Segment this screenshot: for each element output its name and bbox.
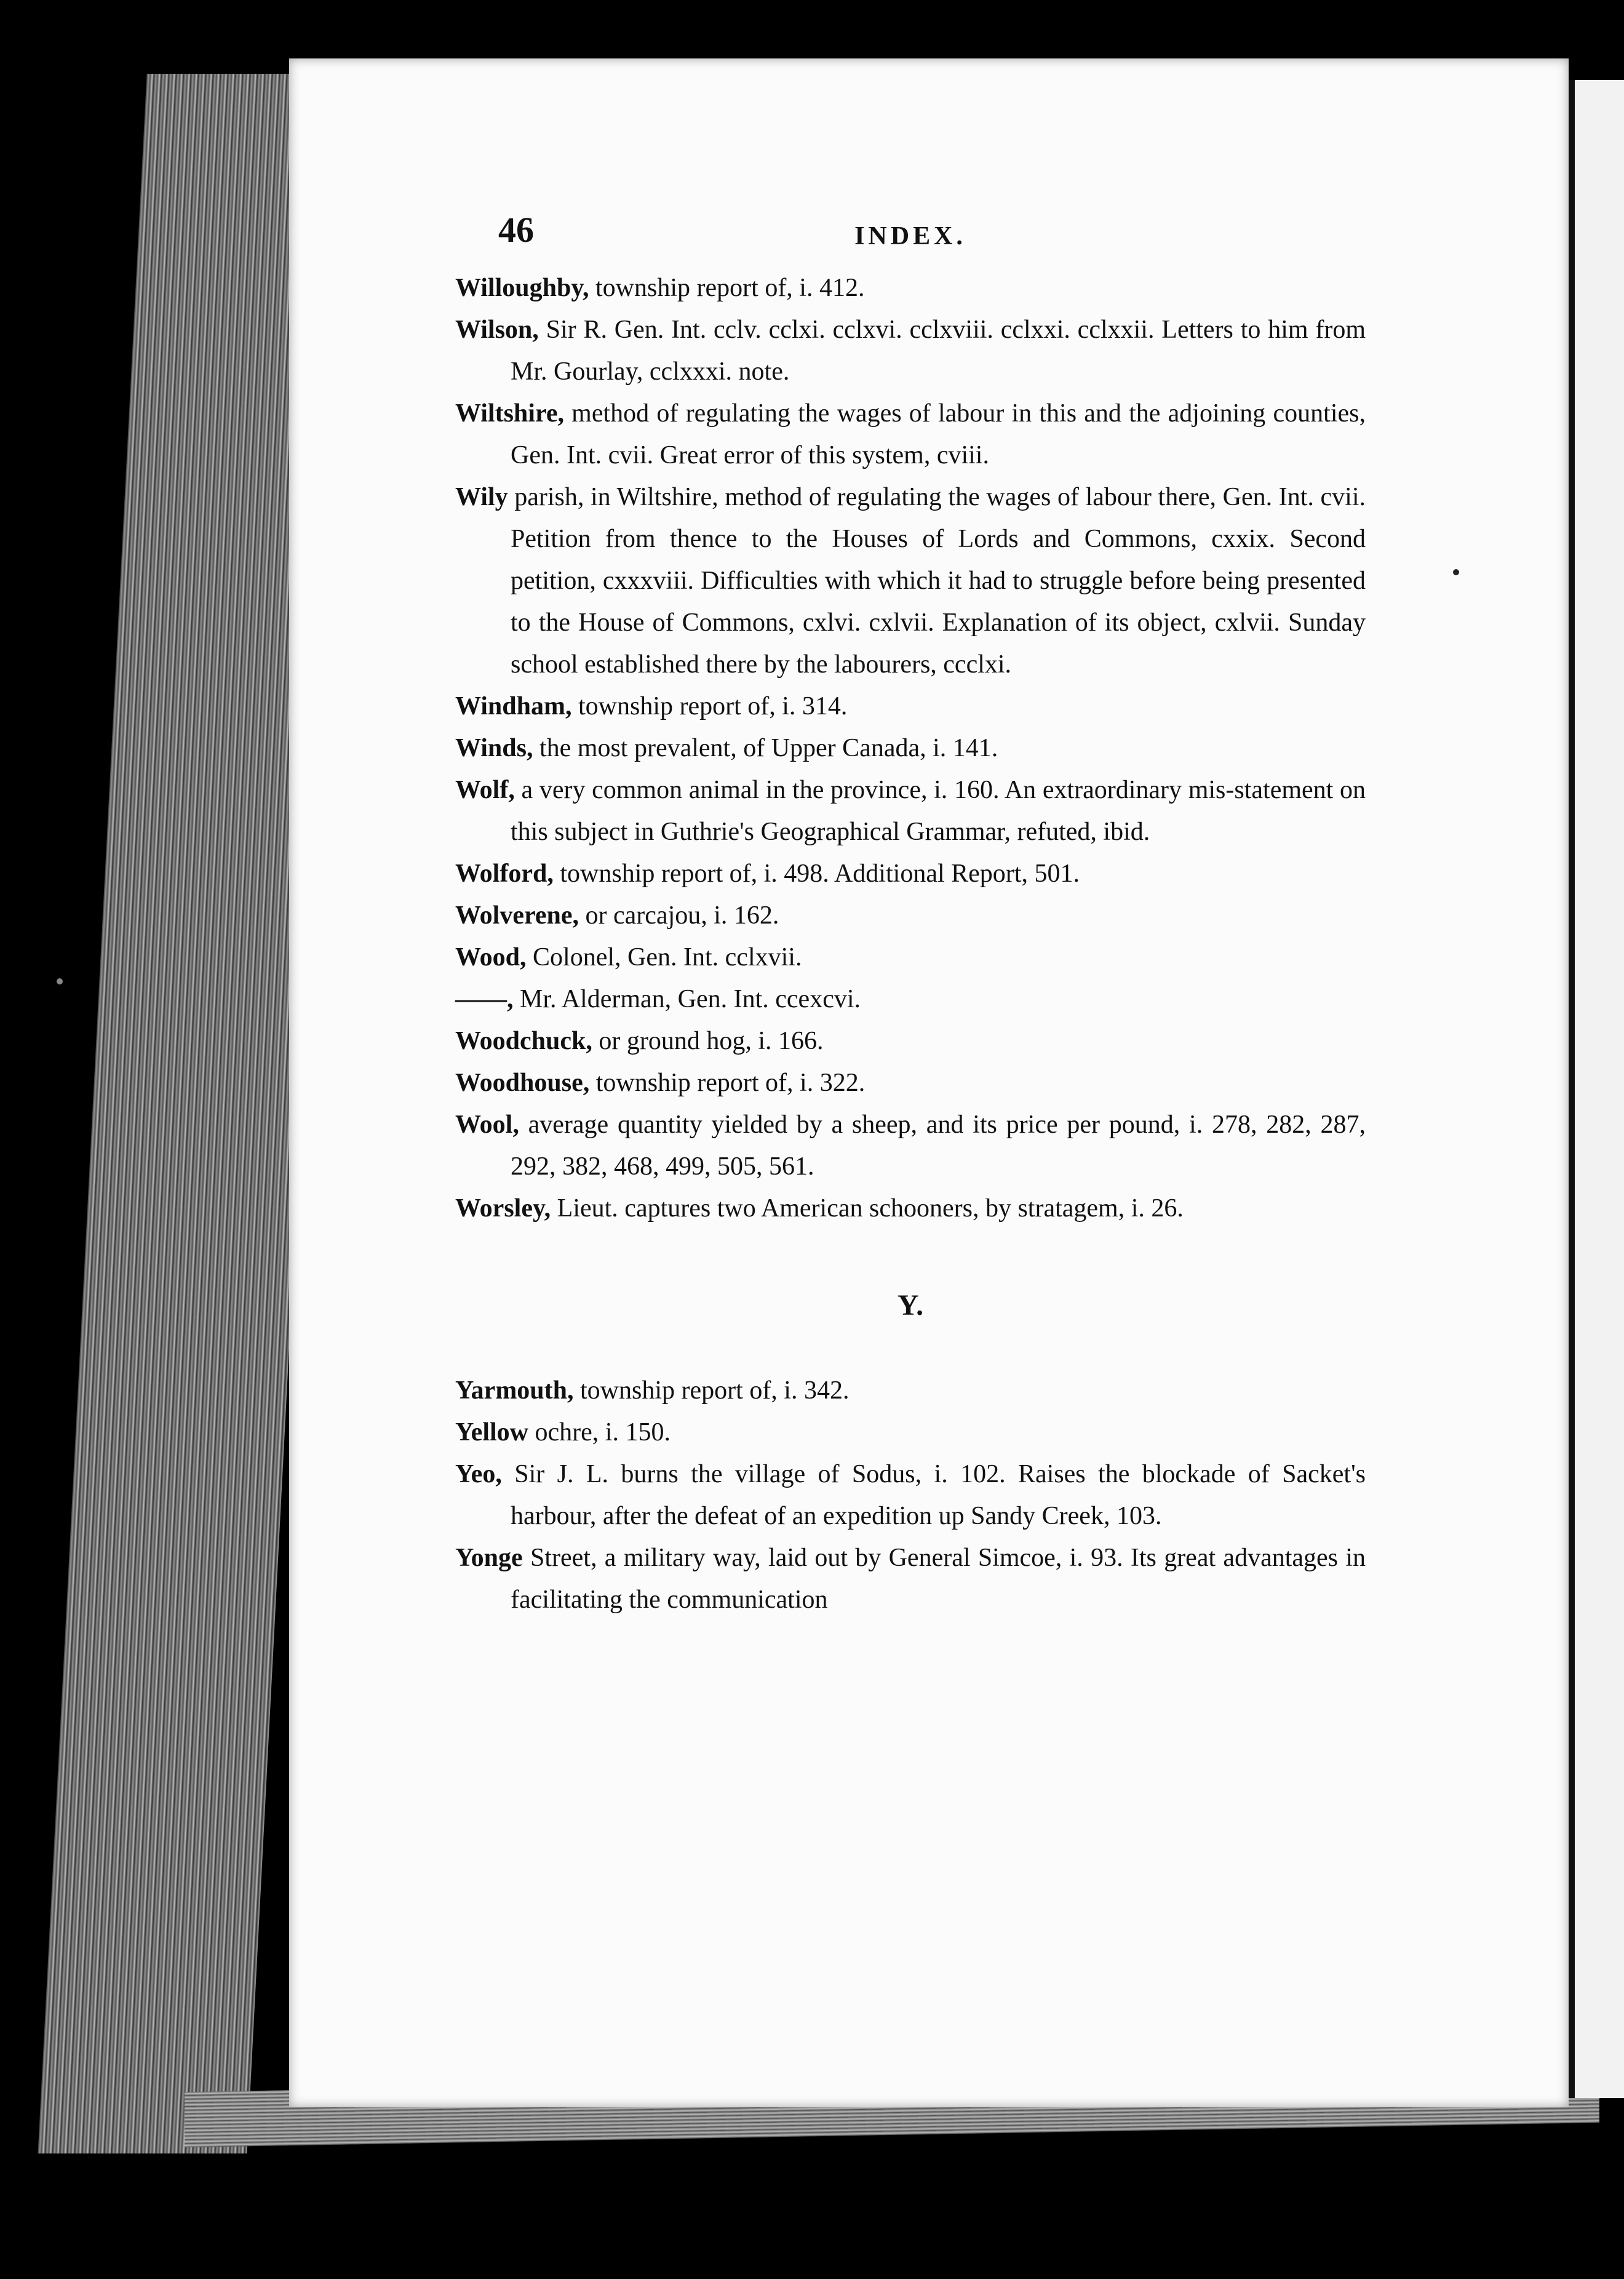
index-entries-y	[455, 1370, 1366, 1621]
index-entry-text: township report of, i. 342.	[573, 1376, 850, 1405]
index-entry-term: ——,	[455, 985, 514, 1013]
index-entry-term: Woodchuck,	[455, 1027, 592, 1055]
index-entry-text: Sir R. Gen. Int. cclv. cclxi. cclxvi. cclxviii. cclxxi. cclxxii. Letters to him from Mr. Gourlay, cclxxxi. note.	[511, 316, 1366, 386]
index-entry-text: ochre, i. 150.	[528, 1418, 671, 1447]
index-entry	[455, 1453, 1366, 1537]
index-entry	[455, 853, 1366, 895]
index-entry	[455, 1187, 1366, 1229]
index-entry-text: Street, a military way, laid out by General Simcoe, i. 93. Its great advantages in facilitating the communication	[511, 1544, 1366, 1614]
index-entry	[455, 1370, 1366, 1411]
index-entry	[455, 1020, 1366, 1062]
ink-speck	[1453, 569, 1459, 575]
index-entry-text: a very common animal in the province, i. 160. An extraordinary mis-statement on this subject in Guthrie's Geographical Grammar, refuted, ibid.	[511, 776, 1366, 846]
index-entry-term: Yellow	[455, 1418, 528, 1447]
index-entry-term: Wolford,	[455, 860, 554, 888]
index-entry-term: Woodhouse,	[455, 1069, 590, 1097]
index-entry-term: Wiltshire,	[455, 399, 564, 428]
index-entry-term: Windham,	[455, 692, 572, 720]
index-entry-text: Mr. Alderman, Gen. Int. ccexcvi.	[513, 985, 861, 1013]
index-entry-text: the most prevalent, of Upper Canada, i. 141.	[533, 734, 998, 762]
index-entry-term: Wolverene,	[455, 901, 579, 930]
page-header	[455, 209, 1366, 265]
index-entry-text: township report of, i. 498. Additional Report, 501.	[553, 860, 1080, 888]
index-entries-w	[455, 267, 1366, 1229]
index-entry	[455, 685, 1366, 727]
facing-page-edge	[1569, 80, 1624, 2098]
index-entry	[455, 309, 1366, 393]
index-entry-term: Wily	[455, 483, 508, 511]
section-letter-y: Y.	[897, 1289, 924, 1322]
index-entry	[455, 727, 1366, 769]
running-head: INDEX.	[854, 222, 966, 250]
index-entry-text: township report of, i. 322.	[589, 1069, 866, 1097]
index-entry-term: Worsley,	[455, 1194, 551, 1223]
index-entry-term: Yonge	[455, 1544, 523, 1572]
index-page-content	[455, 209, 1366, 1621]
index-entry-text: township report of, i. 314.	[571, 692, 848, 720]
index-entry	[455, 1062, 1366, 1104]
index-entry-term: Wood,	[455, 943, 527, 972]
index-entry	[455, 1411, 1366, 1453]
index-entry-text: average quantity yielded by a sheep, and its price per pound, i. 278, 282, 287, 292, 382, 468, 499, 505, 561.	[511, 1111, 1366, 1181]
index-entry	[455, 1537, 1366, 1621]
index-entry	[455, 895, 1366, 936]
index-entry-text: Sir J. L. burns the village of Sodus, i. 102. Raises the blockade of Sacket's harbour, after the defeat of an expedition up Sandy Creek, 103.	[501, 1460, 1366, 1530]
index-entry	[455, 936, 1366, 978]
index-entry	[455, 769, 1366, 853]
index-entry-text: Colonel, Gen. Int. cclxvii.	[526, 943, 802, 972]
index-entry	[455, 393, 1366, 476]
index-entry-term: Wilson,	[455, 316, 539, 344]
index-entry-text: or ground hog, i. 166.	[592, 1027, 824, 1055]
index-entry-text: or carcajou, i. 162.	[579, 901, 779, 930]
index-entry	[455, 267, 1366, 309]
index-entry-text: township report of, i. 412.	[589, 274, 865, 302]
index-entry-text: method of regulating the wages of labour in this and the adjoining counties, Gen. Int. cvii. Great error of this system, cviii.	[511, 399, 1366, 469]
index-entry	[455, 476, 1366, 685]
index-entry-term: Willoughby,	[455, 274, 589, 302]
index-entry-term: Wool,	[455, 1111, 519, 1139]
index-entry-term: Yeo,	[455, 1460, 502, 1488]
index-entry-text: Lieut. captures two American schooners, by stratagem, i. 26.	[551, 1194, 1184, 1223]
index-entry	[455, 1104, 1366, 1187]
index-entry-term: Yarmouth,	[455, 1376, 574, 1405]
index-entry	[455, 978, 1366, 1020]
index-entry-term: Wolf,	[455, 776, 515, 804]
ink-speck	[57, 978, 63, 984]
page-number: 46	[498, 210, 534, 250]
index-entry-text: parish, in Wiltshire, method of regulating the wages of labour there, Gen. Int. cvii. Petition from thence to the Houses of Lords and Commons, cxxix. Second petition, cxxxviii. Difficulties with which it had to struggle before being presented to the House of Commons, cxlvi. cxlvii. Explanation of its object, cxlvii. Sunday school established there by the labourers, ccclxi.	[507, 483, 1366, 679]
index-entry-term: Winds,	[455, 734, 533, 762]
